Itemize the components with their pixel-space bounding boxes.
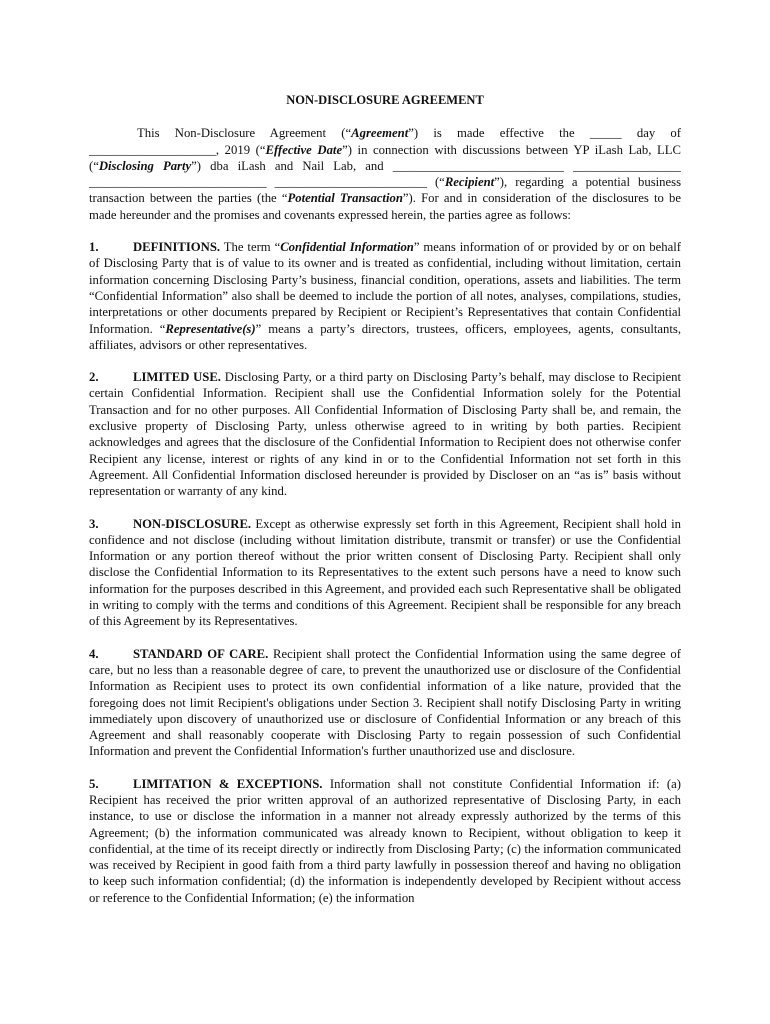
section-text: Except as otherwise expressly set forth in this Agreement, Recipient shall hold in confidence and not disclose (including without limitation distribute, transmit or transfer) or use the Confidential Information or any portion thereof without the prior written consent of Disclosing Party. Recipient shall only disclose the Confidential Information to its Representatives to the extent such persons have a need to know such information for the purposes described in this Agreement, and provided each such Representative shall be obligated in writing to comply with the terms and conditions of this Agreement. Recipient shall be responsible for any breach of this Agreement by its Representatives. <box>89 516 681 629</box>
section-heading: STANDARD OF CARE. <box>133 646 269 661</box>
defined-term-representatives: Representative(s) <box>165 321 256 336</box>
section-text: ” means information of or provided by or on behalf of Disclosing Party that is of value to its owner and is treated as confidential, including without limitation, certain information concerning Disclosing Party’s business, financial condition, operations, assets and liabilities. The term “Confidential Information” also shall be deemed to include the portion of all notes, analyses, compilations, studies, interpretations or other documents prepared by Recipient or Recipient’s Representatives that contain Confidential Information. “ <box>89 240 681 336</box>
defined-term-recipient: Recipient <box>444 175 495 190</box>
section-heading: LIMITATION & EXCEPTIONS. <box>133 776 323 791</box>
document-page <box>89 92 681 922</box>
defined-term-agreement: Agreement <box>351 126 409 141</box>
section-non-disclosure <box>89 516 681 630</box>
intro-paragraph <box>89 125 681 223</box>
section-text: ” means a party’s directors, trustees, officers, employees, agents, consultants, affiliates, advisors or other representatives. <box>89 321 682 352</box>
section-limited-use <box>89 369 681 499</box>
defined-term-effective-date: Effective Date <box>265 142 343 157</box>
intro-text: ”), regarding a potential business transaction between the parties (the “ <box>89 175 682 206</box>
section-number: 4. <box>89 646 99 661</box>
section-limitation-exceptions <box>89 776 681 906</box>
section-heading: LIMITED USE. <box>133 370 221 385</box>
document-title: NON-DISCLOSURE AGREEMENT <box>286 93 484 107</box>
section-number: 5. <box>89 776 99 791</box>
section-heading: NON-DISCLOSURE. <box>133 516 252 531</box>
section-heading: DEFINITIONS. <box>133 240 221 255</box>
section-text: The term “ <box>220 240 281 255</box>
section-text: Recipient shall protect the Confidential Information using the same degree of care, but no less than a reasonable degree of care, to prevent the unauthorized use or disclosure of the Confidential Information as Recipient uses to protect its own confidential information of a like nature, provided that the foregoing does not limit Recipient's obligations under Section 3. Recipient shall notify Disclosing Party in writing immediately upon discovery of unauthorized use or disclosure of Confidential Information or any breach of this Agreement and shall reasonably cooperate with Disclosing Party to regain possession of such Confidential Information and prevent the Confidential Information's further unauthorized use and disclosure. <box>89 646 681 759</box>
section-standard-of-care <box>89 646 681 760</box>
defined-term-confidential-information: Confidential Information <box>280 240 414 255</box>
section-number: 1. <box>89 240 99 255</box>
section-number: 3. <box>89 516 99 531</box>
section-number: 2. <box>89 370 99 385</box>
section-definitions <box>89 239 681 353</box>
intro-text: ”) is made effective the _____ day of ____________________, 2019 (“ <box>89 126 681 157</box>
intro-text: This Non-Disclosure Agreement (“ <box>137 126 352 141</box>
intro-text: ”) in connection with discussions between YP iLash Lab, LLC (“ <box>89 142 682 173</box>
section-text: Disclosing Party, or a third party on Disclosing Party’s behalf, may disclose to Recipient certain Confidential Information. Recipient shall use the Confidential Information solely for the Potential Transaction and for no other purposes. All Confidential Information of Disclosing Party shall be, and remain, the exclusive property of Disclosing Party, unless otherwise agreed to in writing by both parties. Recipient acknowledges and agrees that the disclosure of the Confidential Information to Recipient does not otherwise confer Recipient any license, interest or rights of any kind in or to the Confidential Information not set forth in this Agreement. All Confidential Information disclosed hereunder is provided by Discloser on an “as is” basis without representation or warranty of any kind. <box>89 370 681 499</box>
section-text: Information shall not constitute Confidential Information if: (a) Recipient has received the prior written approval of an authorized representative of Disclosing Party, in each instance, to use or disclose the information in a manner not already expressly authorized by the terms of this Agreement; (b) the information communicated was already known to Recipient, without obligation to keep it confidential, at the time of its receipt directly or indirectly from Disclosing Party; (c) the information communicated was received by Recipient in good faith from a third party lawfully in possession thereof and having no obligation to keep such information confidential; (d) the information is independently developed by Recipient without access or reference to the Confidential Information; (e) the information <box>89 776 681 905</box>
intro-text: ”) dba iLash and Nail Lab, and ___________________________ _________________ ____________________________ ________________________ (“ <box>89 158 681 190</box>
defined-term-disclosing-party: Disclosing Party <box>98 158 192 173</box>
defined-term-potential-transaction: Potential Transaction <box>287 191 403 206</box>
intro-text: ”). For and in consideration of the disclosures to be made hereunder and the promises and covenants expressed herein, the parties agree as follows: <box>89 191 681 222</box>
